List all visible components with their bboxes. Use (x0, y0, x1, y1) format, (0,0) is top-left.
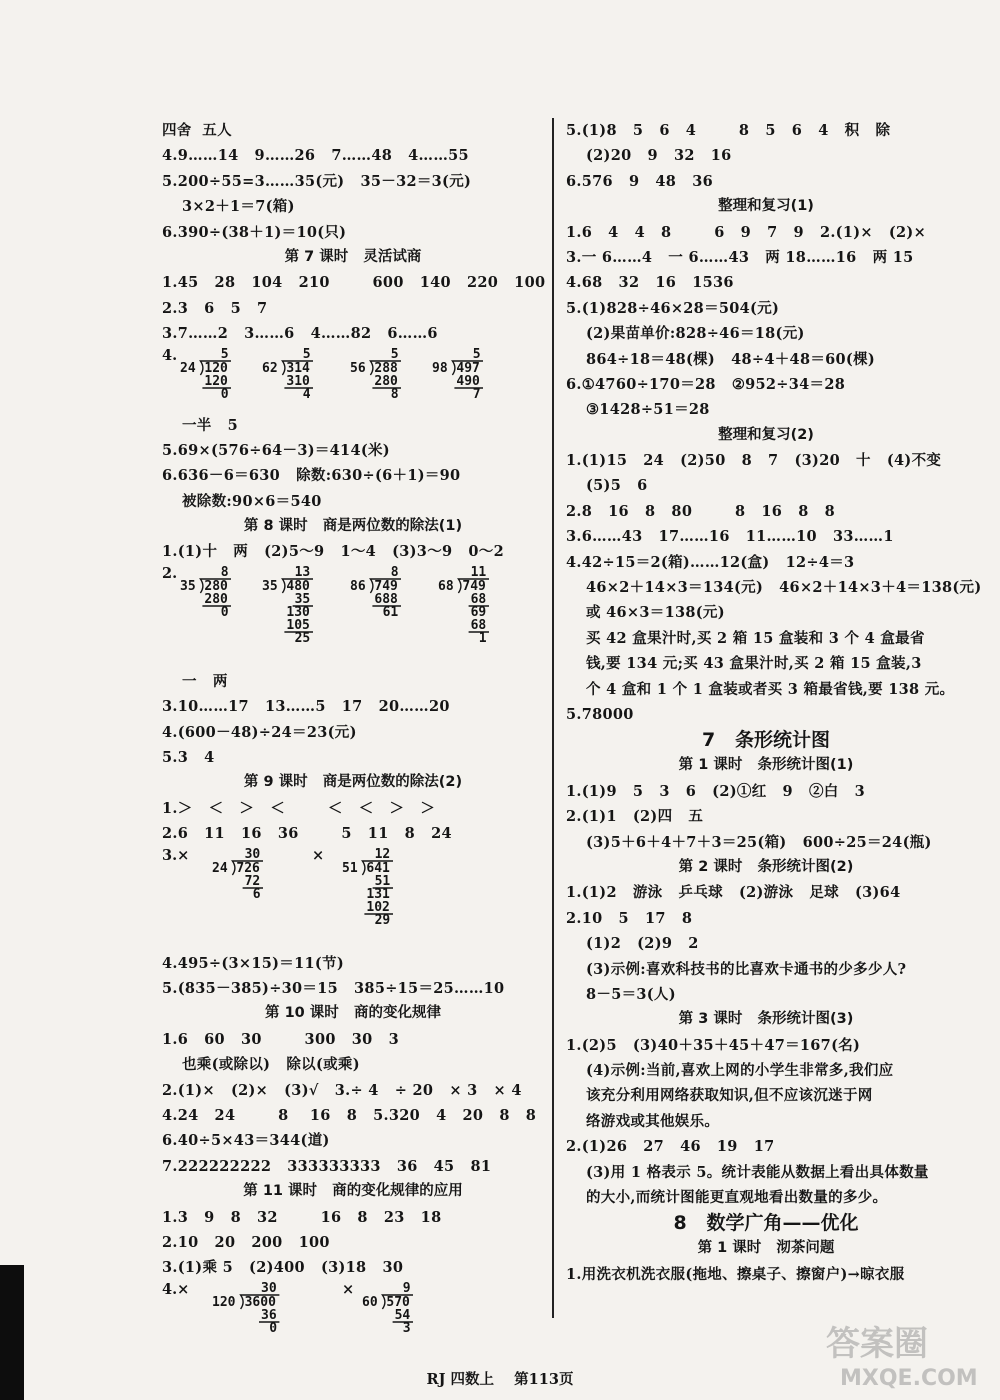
long-division (212, 847, 273, 907)
answer-line: 也乘(或除以) 除以(或乘) (182, 1056, 360, 1074)
long-division (350, 347, 411, 407)
answer-line: 3.(1)乘 5 (2)400 (3)18 30 (162, 1259, 404, 1277)
answer-line: 1.(1)15 24 (2)50 8 7 (3)20 十 (4)不变 (566, 452, 942, 470)
partial-result: 6 (252, 886, 261, 902)
answer-line: 2.(1)26 27 46 19 17 (566, 1138, 775, 1156)
lesson-heading: 第 10 课时 商的变化规律 (265, 1005, 441, 1022)
dividend: 120 (204, 360, 228, 376)
chapter-heading: 8 数学广角——优化 (673, 1212, 859, 1235)
divisor: 35 (262, 578, 278, 594)
quotient: 30 (261, 1280, 277, 1296)
answer-line: 1.(1)9 5 3 6 (2)①红 9 ②白 3 (566, 782, 866, 800)
dividend: 288 (374, 360, 398, 376)
answer-line: ③1428÷51＝28 (586, 401, 710, 419)
quotient: 8 (220, 564, 229, 580)
lesson-heading: 第 3 课时 条形统计图(3) (678, 1011, 854, 1028)
answer-line: 1.(1)2 游泳 乒乓球 (2)游泳 足球 (3)64 (566, 884, 901, 902)
lesson-heading: 第 1 课时 条形统计图(1) (678, 757, 854, 774)
answer-line: 2.10 20 200 100 (162, 1233, 330, 1251)
answer-line: 6.40÷5×43＝344(道) (162, 1132, 330, 1150)
long-division (350, 565, 411, 625)
partial-result: 280 (204, 591, 228, 607)
answer-line: 2.3 6 5 7 (162, 299, 268, 317)
lesson-heading: 第 11 课时 商的变化规律的应用 (243, 1183, 463, 1200)
answer-line: 4.495÷(3×15)＝11(节) (162, 954, 344, 972)
dividend: 314 (286, 360, 310, 376)
item-number: 3.× (162, 846, 190, 864)
answer-line: (3)示例:喜欢科技书的比喜欢卡通书的少多少人? (586, 960, 907, 978)
long-division-row (162, 565, 544, 669)
dividend: 641 (366, 860, 390, 876)
partial-result: 102 (366, 899, 390, 915)
answer-line: 买 42 盒果汁时,买 2 箱 15 盒装和 3 个 4 盒最省 (586, 629, 925, 647)
answer-line: 3.6……43 17……16 11……10 33……1 (566, 528, 894, 546)
answer-line: 4.24 24 8 16 8 5.320 4 20 8 8 (162, 1106, 537, 1124)
answer-line: 1.6 4 4 8 6 9 7 9 2.(1)× (2)× (566, 223, 927, 241)
partial-result: 130 (286, 604, 310, 620)
answer-line: 5.78000 (566, 705, 634, 723)
answer-line: 4.68 32 16 1536 (566, 274, 734, 292)
partial-result: 131 (366, 886, 390, 902)
divisor: 62 (262, 360, 278, 376)
wrong-mark: × (342, 1280, 355, 1298)
answer-line: 被除数:90×6＝540 (182, 492, 322, 510)
lesson-heading: 整理和复习(2) (718, 426, 814, 443)
partial-result: 68 (470, 617, 487, 633)
item-number: 4.× (162, 1280, 190, 1298)
answer-line: 四舍 五人 (162, 122, 232, 139)
partial-result: 120 (204, 373, 228, 389)
answer-line: 46×2＋14×3＝134(元) 46×2＋14×3＋4＝138(元) (586, 579, 982, 597)
long-division (362, 1281, 423, 1341)
answer-line: 3.一 6……4 一 6……43 两 18……16 两 15 (566, 248, 914, 266)
wrong-mark: × (312, 846, 325, 864)
answer-line: 6.390÷(38＋1)＝10(只) (162, 223, 347, 241)
answer-line: 5.3 4 (162, 749, 215, 767)
partial-result: 310 (286, 373, 310, 389)
divisor: 68 (438, 578, 454, 594)
lesson-heading: 第 7 课时 灵活试商 (284, 248, 422, 265)
page-footer: RJ 四数上 第113页 (426, 1371, 574, 1388)
partial-result: 490 (456, 373, 480, 389)
partial-result: 8 (390, 386, 399, 402)
partial-result: 25 (294, 630, 311, 646)
item-number: 2. (162, 564, 178, 582)
answer-line: 4.9……14 9……26 7……48 4……55 (162, 147, 469, 165)
dividend: 480 (286, 578, 310, 594)
answer-line: 2.6 11 16 36 5 11 8 24 (162, 825, 452, 843)
partial-result: 1 (478, 630, 487, 646)
answer-line: 864÷18＝48(棵) 48÷4＋48＝60(棵) (586, 350, 876, 368)
answer-line: 3.7……2 3……6 4……82 6……6 (162, 325, 438, 343)
lesson-heading: 第 9 课时 商是两位数的除法(2) (243, 774, 463, 791)
divisor: 98 (432, 360, 448, 376)
answer-line: 钱,要 134 元;买 43 盒果汁时,买 2 箱 15 盒装,3 (586, 655, 922, 673)
long-division (180, 347, 241, 407)
divisor: 120 (212, 1294, 236, 1310)
column-divider (552, 118, 554, 1318)
lesson-heading: 整理和复习(1) (718, 198, 814, 215)
divisor: 24 (180, 360, 196, 376)
long-division (180, 565, 241, 625)
partial-result: 29 (374, 912, 391, 928)
lesson-heading: 第 8 课时 商是两位数的除法(1) (243, 518, 463, 535)
lesson-heading: 第 1 课时 沏茶问题 (697, 1240, 835, 1257)
answer-line: 该充分利用网络获取知识,但不应该沉迷于网 (586, 1087, 873, 1105)
watermark-logo (818, 1313, 988, 1393)
answer-line: (2)20 9 32 16 (586, 147, 732, 165)
long-division-row (162, 847, 544, 951)
watermark-text: 答案圈 (826, 1324, 928, 1364)
partial-result: 4 (302, 386, 311, 402)
answer-line: 一半 5 (182, 416, 239, 434)
divisor: 51 (342, 860, 358, 876)
partial-result: 35 (294, 591, 311, 607)
dividend: 726 (236, 860, 260, 876)
watermark-url: MXQE.COM (840, 1366, 978, 1391)
divisor: 56 (350, 360, 366, 376)
answer-line: 一 两 (182, 672, 228, 690)
partial-result: 0 (220, 604, 229, 620)
partial-result: 105 (286, 617, 310, 633)
dividend: 280 (204, 578, 228, 594)
long-division-row (162, 1281, 544, 1347)
answer-line: 1.＞ ＜ ＞ ＜ ＜ ＜ ＞ ＞ (162, 799, 436, 817)
answer-line: (1)2 (2)9 2 (586, 935, 699, 953)
answer-line: 1.6 60 30 300 30 3 (162, 1030, 399, 1048)
quotient: 5 (302, 346, 311, 362)
answer-line: 7.222222222 333333333 36 45 81 (162, 1157, 492, 1175)
answer-line: 8－5＝3(人) (586, 985, 676, 1003)
answer-line: 5.(835－385)÷30＝15 385÷15＝25……10 (162, 979, 505, 997)
answer-line: 个 4 盒和 1 个 1 盒装或者买 3 箱最省钱,要 138 元。 (586, 680, 955, 698)
partial-result: 72 (244, 873, 261, 889)
quotient: 9 (402, 1280, 411, 1296)
answer-line: 1.3 9 8 32 16 8 23 18 (162, 1208, 442, 1226)
answer-line: 或 46×3＝138(元) (586, 604, 725, 622)
partial-result: 0 (220, 386, 229, 402)
answer-line: 2.(1)1 (2)四 五 (566, 808, 704, 826)
answer-line: 4.(600－48)÷24＝23(元) (162, 723, 357, 741)
partial-result: 61 (382, 604, 399, 620)
answer-line: (3)5＋6＋4＋7＋3＝25(箱) 600÷25＝24(瓶) (586, 833, 932, 851)
quotient: 11 (470, 564, 487, 580)
long-division (262, 347, 323, 407)
scan-edge-shadow (0, 1265, 24, 1400)
long-division (212, 1281, 289, 1341)
quotient: 12 (374, 846, 391, 862)
dividend: 3600 (244, 1294, 276, 1310)
dividend: 570 (386, 1294, 410, 1310)
quotient: 5 (220, 346, 229, 362)
answer-line: 6.576 9 48 36 (566, 172, 713, 190)
answer-line: (3)用 1 格表示 5。统计表能从数据上看出具体数量 (586, 1163, 929, 1181)
answer-line: 6.①4760÷170＝28 ②952÷34＝28 (566, 375, 846, 393)
answer-line: 络游戏或其他娱乐。 (586, 1112, 720, 1130)
left-column (162, 118, 544, 1347)
answer-line: 1.(1)十 两 (2)5～9 1～4 (3)3～9 0～2 (162, 543, 505, 561)
long-division (262, 565, 323, 651)
long-division-row (162, 347, 544, 413)
answer-line: (5)5 6 (586, 477, 648, 495)
chapter-heading: 7 条形统计图 (701, 729, 831, 752)
long-division (342, 847, 403, 933)
answer-line: 6.636－6＝630 除数:630÷(6＋1)＝90 (162, 467, 461, 485)
long-division (432, 347, 493, 407)
answer-line: 3.10……17 13……5 17 20……20 (162, 698, 450, 716)
answer-line: 5.200÷55=3……35(元) 35－32＝3(元) (162, 172, 472, 190)
quotient: 30 (244, 846, 261, 862)
dividend: 497 (456, 360, 480, 376)
answer-line: 2.8 16 8 80 8 16 8 8 (566, 502, 836, 520)
answer-line: 1.用洗衣机洗衣服(拖地、擦桌子、擦窗户)→晾衣服 (566, 1265, 905, 1283)
answer-line: (4)示例:当前,喜欢上网的小学生非常多,我们应 (586, 1062, 894, 1080)
answer-line: 1.(2)5 (3)40＋35＋45＋47＝167(名) (566, 1036, 861, 1054)
quotient: 5 (390, 346, 399, 362)
answer-line: 2.10 5 17 8 (566, 909, 693, 927)
answer-line: 3×2＋1＝7(箱) (182, 198, 295, 216)
partial-result: 0 (269, 1320, 278, 1336)
partial-result: 54 (394, 1307, 411, 1323)
right-column (566, 118, 982, 1287)
answer-line: 4.42÷15＝2(箱)……12(盒) 12÷4＝3 (566, 553, 855, 571)
partial-result: 51 (374, 873, 391, 889)
item-number: 4. (162, 346, 178, 364)
long-division (438, 565, 499, 651)
partial-result: 7 (472, 386, 481, 402)
divisor: 35 (180, 578, 196, 594)
divisor: 24 (212, 860, 228, 876)
partial-result: 69 (470, 604, 487, 620)
partial-result: 36 (261, 1307, 277, 1323)
partial-result: 280 (374, 373, 398, 389)
quotient: 5 (472, 346, 481, 362)
partial-result: 3 (402, 1320, 411, 1336)
answer-line: 2.(1)× (2)× (3)√ 3.÷ 4 ÷ 20 × 3 × 4 (162, 1081, 522, 1099)
quotient: 8 (390, 564, 399, 580)
divisor: 86 (350, 578, 366, 594)
dividend: 749 (462, 578, 486, 594)
answer-line: 1.45 28 104 210 600 140 220 100 (162, 274, 546, 292)
answer-line: 5.69×(576÷64－3)＝414(米) (162, 441, 390, 459)
partial-result: 688 (374, 591, 398, 607)
answer-line: (2)果苗单价:828÷46＝18(元) (586, 325, 805, 343)
answer-line: 5.(1)8 5 6 4 8 5 6 4 积 除 (566, 122, 891, 139)
lesson-heading: 第 2 课时 条形统计图(2) (678, 858, 854, 875)
quotient: 13 (294, 564, 311, 580)
divisor: 60 (362, 1294, 378, 1310)
partial-result: 68 (470, 591, 487, 607)
answer-line: 5.(1)828÷46×28＝504(元) (566, 299, 780, 317)
dividend: 749 (374, 578, 398, 594)
answer-line: 的大小,而统计图能更直观地看出数量的多少。 (586, 1189, 888, 1207)
